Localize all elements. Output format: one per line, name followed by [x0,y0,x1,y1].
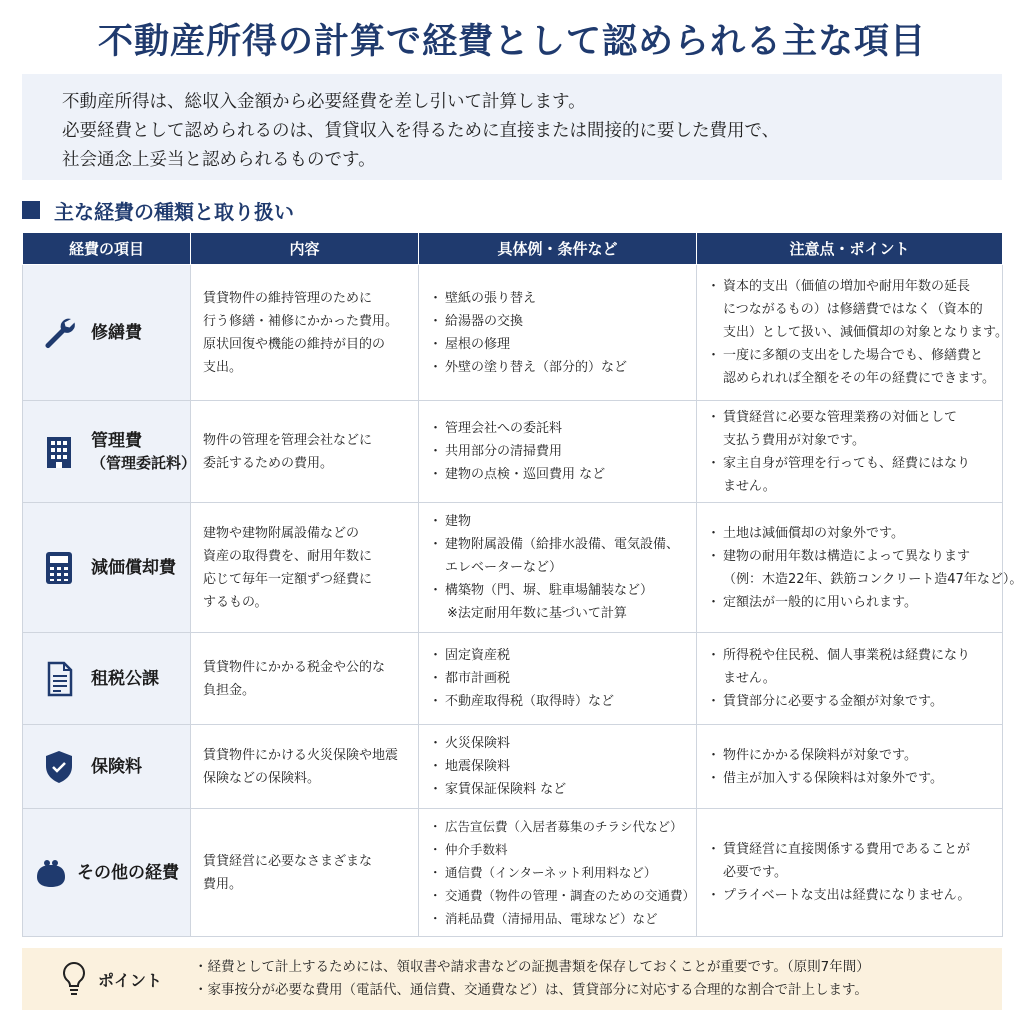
list-item: ・ 管理会社への委託料 [431,417,686,440]
shield-icon [41,749,77,785]
building-icon [41,434,77,470]
notes-cell [697,633,1003,725]
examples-cell [419,265,697,401]
desc-line: 委託するための費用。 [203,455,334,471]
list-item: ・ 賃貸部分に必要する金額が対象です。 [709,690,992,713]
list-item: ・ 家主自身が管理を行っても、経費にはなり [709,452,992,475]
list-item-continued: （例：木造22年、鉄筋コンクリート造47年など）。 [723,571,1023,587]
notes-cell [697,503,1023,633]
desc-cell [191,503,419,633]
desc-line: 応じて毎年一定額ずつ経費に [203,571,373,587]
examples-cell [419,633,697,725]
list-item: ・ 屋根の修理 [431,333,686,356]
examples-cell [419,809,697,937]
item-cell [23,401,197,503]
list-item-continued: につながるもの）は修繕費ではなく（資本的 [723,302,983,317]
examples-cell [419,503,697,633]
examples-cell [419,725,697,809]
table-row [23,401,1003,503]
item-name: 租税公課 [91,668,159,689]
calculator-icon [41,550,77,586]
item-name: 保険料 [91,756,142,777]
list-item: ・ 都市計画税 [431,667,686,690]
notes-cell [697,725,1003,809]
item-cell [23,809,191,937]
list-item: ・ 共用部分の清掃費用 [431,440,686,463]
examples-note: ※法定耐用年数に基づいて計算 [447,606,627,621]
column-header: 経費の項目 [23,233,191,265]
list-item: ・ プライベートな支出は経費になりません。 [709,884,992,907]
desc-line: 賃貸物件の維持管理のために [203,290,373,306]
list-item: ・ 所得税や住民税、個人事業税は経費になり [709,644,992,667]
list-item: ・ 給湯器の交換 [431,310,686,333]
section-heading [22,196,294,224]
point-line: ・家事按分が必要な費用（電話代、通信費、交通費など）は、賃貸部分に対応する合理的な割合で計上します。 [194,982,868,998]
point-label [22,961,194,997]
table-row [23,809,1003,937]
intro-line: 不動産所得は、総収入金額から必要経費を差し引いて計算します。 [62,92,586,112]
item-cell [23,265,191,401]
item-name-main: 管理費 [91,430,142,451]
desc-line: 物件の管理を管理会社などに [203,432,373,448]
list-item: ・ 火災保険料 [431,732,686,755]
intro-line: 社会通念上妥当と認められるものです。 [62,150,376,170]
list-item: ・ 資本的支出（価値の増加や耐用年数の延長 [709,275,992,298]
list-item-continued: 支払う費用が対象です。 [723,432,865,448]
list-item-continued: 必要です。 [723,865,787,880]
desc-line: 賃貸物件にかかる税金や公的な [203,659,386,675]
desc-line: 負担金。 [203,682,256,698]
point-box [22,948,1002,1010]
desc-cell [191,633,419,725]
list-item: ・ 不動産取得税（取得時）など [431,690,686,713]
list-item: ・ 消耗品費（清掃用品、電球など）など [431,907,686,930]
list-item: ・ 建物附属設備（給排水設備、電気設備、 [431,533,686,556]
list-item: ・ 交通費（物件の管理・調査のための交通費） [431,884,686,907]
list-item: ・ 広告宣伝費（入居者募集のチラシ代など） [431,815,686,838]
intro-line: 必要経費として認められるのは、賃貸収入を得るために直接または間接的に要した費用で、 [62,121,780,141]
item-name-sub: （管理委託料） [91,453,197,472]
list-item: ・ 賃貸経営に直接関係する費用であることが [709,838,992,861]
list-item-continued: ません。 [723,478,776,494]
list-item: ・ 定額法が一般的に用いられます。 [709,591,992,614]
point-title: ポイント [98,970,163,990]
list-item: ・ 一度に多額の支出をした場合でも、修繕費と [709,344,992,367]
point-text [194,956,870,1002]
column-header: 具体例・条件など [419,233,697,265]
desc-line: 建物や建物附属設備などの [203,525,360,541]
table-header-row [23,233,1003,265]
table-row [23,633,1003,725]
examples-cell [419,401,697,503]
desc-line: 資産の取得費を、耐用年数に [203,548,373,564]
list-item: ・ 建物の耐用年数は構造によって異なります [709,545,992,568]
list-item: ・ 借主が加入する保険料は対象外です。 [709,767,992,790]
expense-table [22,232,1023,937]
lightbulb-icon [60,961,88,997]
list-item: ・ 家賃保証保険料 など [431,778,686,801]
heading-square-icon [22,201,40,219]
table-row [23,265,1003,401]
desc-cell [191,265,419,401]
section-heading-text: 主な経費の種類と取り扱い [54,199,294,224]
list-item: ・ 通信費（インターネット利用料など） [431,861,686,884]
item-name: 修繕費 [91,322,142,343]
list-item: ・ 外壁の塗り替え（部分的）など [431,356,686,379]
desc-line: 原状回復や機能の維持が目的の [203,336,386,352]
purse-icon [33,855,69,891]
desc-line: するもの。 [203,594,268,610]
desc-line: 支出。 [203,359,243,375]
list-item: ・ 土地は減価償却の対象外です。 [709,522,992,545]
list-item: ・ 建物 [431,510,686,533]
list-item-continued: エレベーターなど） [445,560,563,575]
list-item: ・ 物件にかかる保険料が対象です。 [709,744,992,767]
item-cell [23,503,191,633]
document-icon [41,661,77,697]
desc-line: 賃貸物件にかける火災保険や地震 [203,747,399,763]
item-cell [23,633,191,725]
wrench-icon [41,315,77,351]
list-item: ・ 固定資産税 [431,644,686,667]
item-name: その他の経費 [77,862,179,883]
point-line: ・経費として計上するためには、領収書や請求書などの証拠書類を保存しておくことが重要です。（原則7年間） [194,959,870,975]
desc-cell [191,809,419,937]
item-cell [23,725,191,809]
item-name [91,430,197,474]
column-header: 注意点・ポイント [697,233,1003,265]
list-item: ・ 地震保険料 [431,755,686,778]
intro-box [22,74,1002,180]
notes-cell [697,809,1003,937]
table-row [23,725,1003,809]
list-item-continued: 認められれば全額をその年の経費にできます。 [723,371,995,386]
list-item: ・ 建物の点検・巡回費用 など [431,463,686,486]
desc-line: 賃貸経営に必要なさまざまな [203,853,373,869]
list-item: ・ 仲介手数料 [431,838,686,861]
desc-cell [191,401,419,503]
desc-line: 保険などの保険料。 [203,770,321,786]
notes-cell [697,265,1008,401]
notes-cell [697,401,1003,503]
item-name: 減価償却費 [91,557,176,578]
list-item-continued: ません。 [723,671,776,686]
list-item-continued: 支出）として扱い、減価償却の対象となります。 [723,325,1008,340]
page-title: 不動産所得の計算で経費として認められる主な項目 [97,22,926,62]
desc-cell [191,725,419,809]
list-item: ・ 賃貸経営に必要な管理業務の対価として [709,406,992,429]
list-item: ・ 壁紙の張り替え [431,287,686,310]
desc-line: 行う修繕・補修にかかった費用。 [203,313,399,329]
list-item: ・ 構築物（門、塀、駐車場舗装など） [431,579,686,602]
desc-line: 費用。 [203,876,243,892]
column-header: 内容 [191,233,419,265]
table-row [23,503,1003,633]
